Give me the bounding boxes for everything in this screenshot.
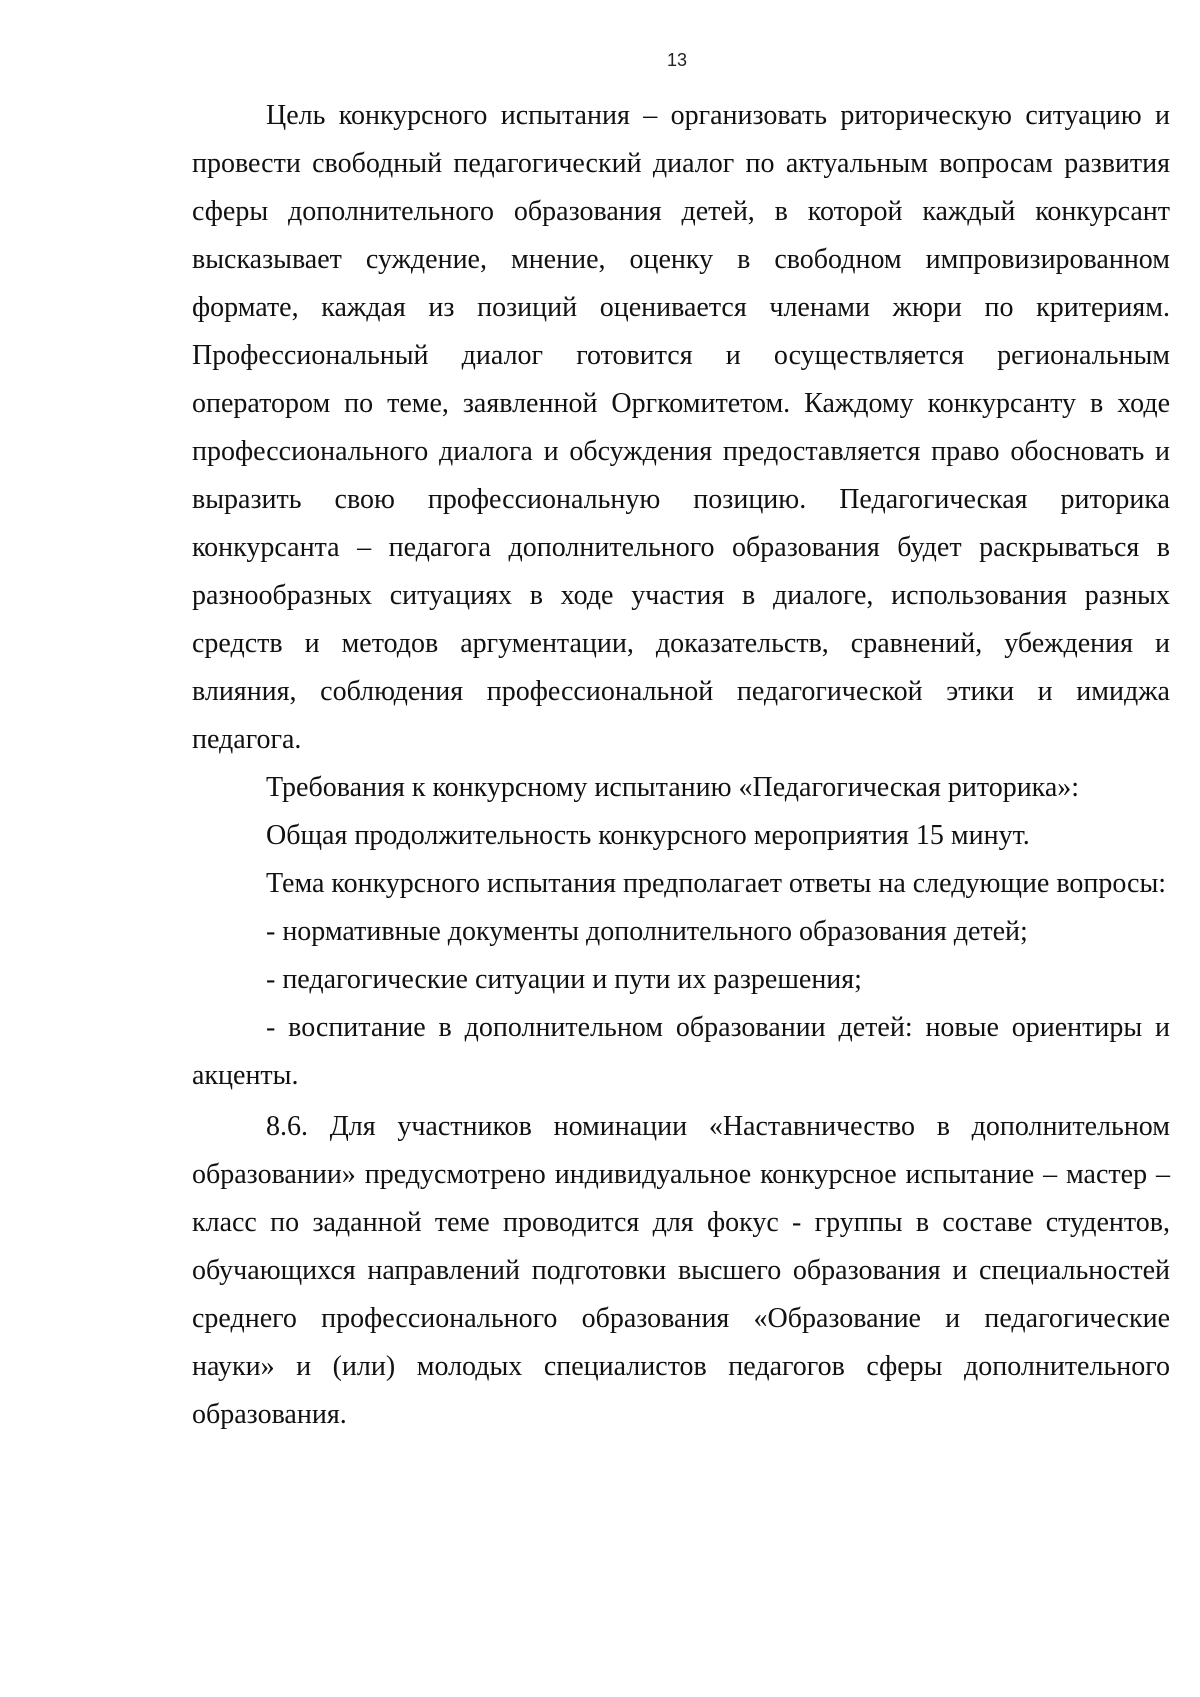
document-body (192, 92, 1170, 1439)
paragraph-section-8-6: 8.6. Для участников номинации «Наставничество в дополнительном образовании» предусмотрено индивидуальное конкурсное испытание – мастер – класс по заданной теме проводится для фокус - группы в составе студентов, обучающихся направлений подготовки высшего образования и специальностей среднего профессионального образования «Образование и педагогические науки» и (или) молодых специалистов педагогов сферы дополнительного образования. (192, 1111, 1170, 1430)
list-item-normative-documents: - нормативные документы дополнительного образования детей; (266, 916, 1028, 947)
paragraph-contest-goal: Цель конкурсного испытания – организовать риторическую ситуацию и провести свободный педагогический диалог по актуальным вопросам развития сферы дополнительного образования детей, в которой каждый конкурсант высказывает суждение, мнение, оценку в свободном импровизированном формате, каждая из позиций оценивается членами жюри по критериям. Профессиональный диалог готовится и осуществляется региональным оператором по теме, заявленной Оргкомитетом. Каждому конкурсанту в ходе профессионального диалога и обсуждения предоставляется право обосновать и выразить свою профессиональную позицию. Педагогическая риторика конкурсанта – педагога дополнительного образования будет раскрываться в разнообразных ситуациях в ходе участия в диалоге, использования разных средств и методов аргументации, доказательств, сравнений, убеждения и влияния, соблюдения профессиональной педагогической этики и имиджа педагога. (192, 100, 1170, 755)
paragraph-topic-questions: Тема конкурсного испытания предполагает ответы на следующие вопросы: (266, 868, 1167, 899)
list-item-pedagogical-situations: - педагогические ситуации и пути их разрешения; (266, 964, 862, 995)
list-item-upbringing: - воспитание в дополнительном образовании детей: новые ориентиры и акценты. (192, 1012, 1170, 1091)
paragraph-requirements-heading: Требования к конкурсному испытанию «Педагогическая риторика»: (266, 772, 1080, 803)
paragraph-duration: Общая продолжительность конкурсного мероприятия 15 минут. (266, 820, 1030, 851)
page-number: 13 (666, 50, 688, 70)
